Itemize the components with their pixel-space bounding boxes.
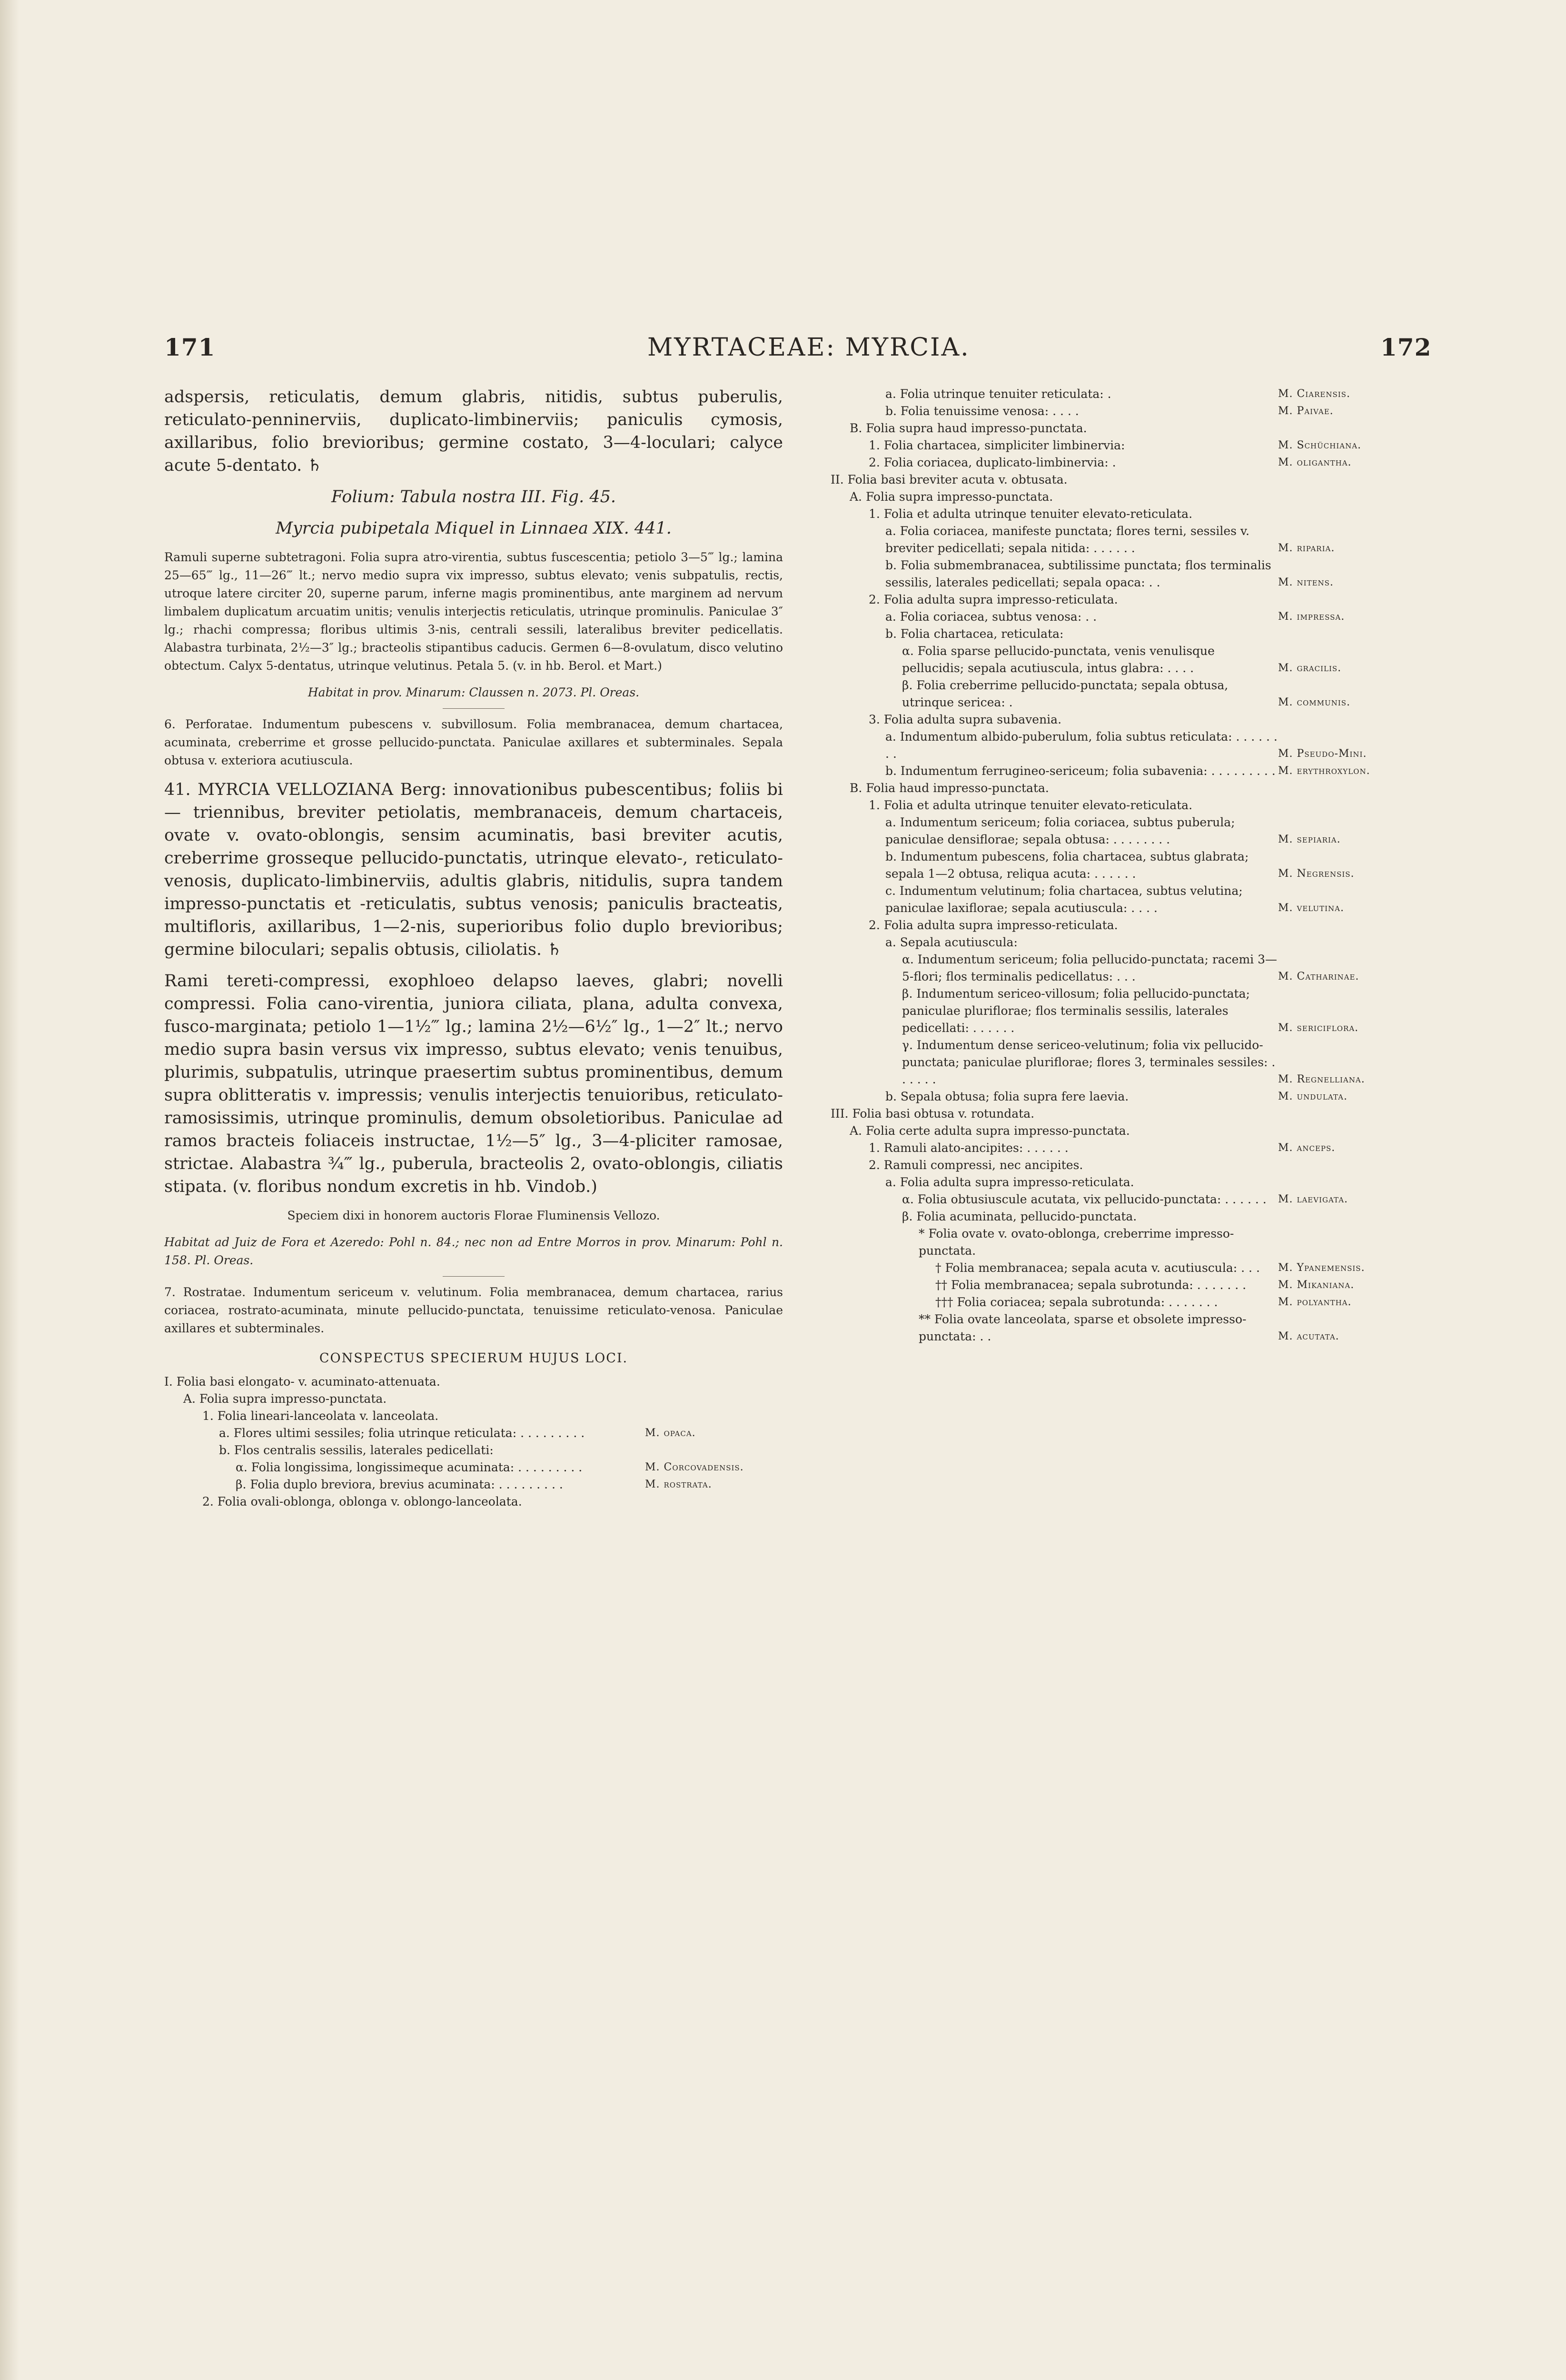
key-entry-text: A. Folia certe adulta supra impresso-punctata. bbox=[850, 1124, 1130, 1138]
key-entry bbox=[831, 557, 1426, 591]
key-entry-text: A. Folia supra impresso-punctata. bbox=[850, 490, 1053, 504]
key-entry-text: α. Indumentum sericeum; folia pellucido-punctata; racemi 3—5-flori; flos terminalis pedicellatus: . . . bbox=[902, 952, 1278, 983]
key-entry-species: M. polyantha. bbox=[1278, 1296, 1352, 1308]
synonym-reference: Myrcia pubipetala Miquel in Linnaea XIX. 441. bbox=[276, 519, 672, 538]
key-entry bbox=[831, 1174, 1426, 1191]
key-entry-text: 2. Folia adulta supra impresso-reticulata. bbox=[869, 918, 1118, 932]
key-entry-text: A. Folia supra impresso-punctata. bbox=[183, 1392, 387, 1406]
key-entry-text: b. Sepala obtusa; folia supra fere laevia. bbox=[885, 1090, 1129, 1103]
key-entry bbox=[831, 917, 1426, 934]
key-entry-species: M. Paivae. bbox=[1278, 405, 1334, 417]
key-entry-species: M. gracilis. bbox=[1278, 662, 1342, 674]
key-entry bbox=[831, 848, 1426, 883]
key-entry-species: M. Ypanemensis. bbox=[1278, 1262, 1365, 1274]
habitat-note-2: Habitat ad Juiz de Fora et Azeredo: Pohl n. 84.; nec non ad Entre Morros in prov. Minarum: Pohl n. 158. Pl. Oreas. bbox=[164, 1235, 783, 1267]
habitat-note: Habitat in prov. Minarum: Claussen n. 2073. Pl. Oreas. bbox=[307, 685, 640, 699]
key-entry bbox=[164, 1493, 783, 1510]
key-entry-text: β. Folia creberrime pellucido-punctata; sepala obtusa, utrinque sericea: . bbox=[902, 678, 1229, 709]
key-entry-species: M. erythroxylon. bbox=[1278, 765, 1370, 777]
key-entry bbox=[831, 608, 1426, 625]
key-entry-text: α. Folia longissima, longissimeque acuminata: . . . . . . . . . bbox=[236, 1460, 583, 1474]
key-entry-species: M. impressa. bbox=[1278, 611, 1345, 623]
key-entry bbox=[831, 1259, 1426, 1277]
folium-reference: Folium: Tabula nostra III. Fig. 45. bbox=[331, 487, 616, 506]
running-title: MYRTACEAE: MYRCIA. bbox=[647, 333, 970, 362]
key-entry bbox=[831, 951, 1426, 985]
key-entry bbox=[831, 985, 1426, 1037]
key-entry-text: B. Folia haud impresso-punctata. bbox=[850, 781, 1049, 795]
key-entry bbox=[831, 883, 1426, 917]
key-entry-text: ** Folia ovate lanceolata, sparse et obsolete impresso-punctata: . . bbox=[919, 1312, 1247, 1343]
key-entry-text: * Folia ovate v. ovato-oblonga, creberrime impresso-punctata. bbox=[919, 1227, 1234, 1258]
key-entry-species: M. velutina. bbox=[1278, 902, 1344, 914]
key-entry bbox=[831, 1037, 1426, 1088]
intro-paragraph: adspersis, reticulatis, demum glabris, nitidis, subtus puberulis, reticulato-penninerviis, duplicato-limbinerviis; paniculis cymosis, axillaribus, folio brevioribus; germine costato, 3—4-loculari; calyce acute 5-dentato. ♄ bbox=[164, 387, 783, 475]
key-entry-species: M. laevigata. bbox=[1278, 1193, 1348, 1205]
key-entry-species: M. Negrensis. bbox=[1278, 868, 1355, 880]
section-divider bbox=[443, 708, 505, 709]
section-divider bbox=[443, 1276, 505, 1277]
key-entry-species: M. Catharinae. bbox=[1278, 971, 1359, 982]
key-entry-text: 2. Folia adulta supra impresso-reticulata. bbox=[869, 593, 1118, 606]
key-entry-text: b. Folia tenuissime venosa: . . . . bbox=[885, 404, 1079, 418]
key-entry bbox=[164, 1373, 783, 1390]
key-entry bbox=[831, 711, 1426, 728]
key-entry bbox=[831, 420, 1426, 437]
key-entry bbox=[831, 386, 1426, 403]
key-entry bbox=[831, 523, 1426, 557]
section-7-description: 7. Rostratae. Indumentum sericeum v. velutinum. Folia membranacea, demum chartacea, rarius coriacea, rostrato-acuminata, minute pellucido-punctata, tenuissime reticulato-venosa. Paniculae axillares et subterminales. bbox=[164, 1285, 783, 1335]
key-entry-text: 2. Folia coriacea, duplicato-limbinervia: . bbox=[869, 456, 1116, 469]
key-entry bbox=[164, 1425, 783, 1442]
key-entry bbox=[831, 677, 1426, 711]
key-entry bbox=[831, 728, 1426, 763]
key-entry-species: M. nitens. bbox=[1278, 576, 1334, 588]
key-entry bbox=[831, 1311, 1426, 1345]
key-entry-species: M. Schüchiana. bbox=[1278, 439, 1362, 451]
key-entry bbox=[831, 763, 1426, 780]
left-column bbox=[164, 386, 783, 1510]
key-entry-text: α. Folia sparse pellucido-punctata, venis venulisque pellucidis; sepala acutiuscula, intus glabra: . . . . bbox=[902, 644, 1215, 675]
key-entry-text: 1. Ramuli alato-ancipites: . . . . . . bbox=[869, 1141, 1069, 1155]
key-entry-species: M. undulata. bbox=[1278, 1091, 1348, 1102]
key-entry-species: M. oligantha. bbox=[1278, 456, 1352, 468]
key-entry-text: a. Folia utrinque tenuiter reticulata: . bbox=[885, 387, 1111, 401]
key-entry-text: a. Indumentum sericeum; folia coriacea, subtus puberula; paniculae densiflorae; sepala obtusa: . . . . . . . . bbox=[885, 815, 1235, 846]
key-entry bbox=[164, 1459, 783, 1476]
key-entry-text: a. Indumentum albido-puberulum, folia subtus reticulata: . . . . . . . . bbox=[885, 730, 1278, 761]
key-entry bbox=[831, 1122, 1426, 1140]
key-entry-text: b. Indumentum pubescens, folia chartacea, subtus glabrata; sepala 1—2 obtusa, reliqua acuta: . . . . . . bbox=[885, 850, 1249, 881]
key-entry bbox=[164, 1442, 783, 1459]
key-entry-text: 2. Ramuli compressi, nec ancipites. bbox=[869, 1158, 1083, 1172]
key-entry-species: M. Regnelliana. bbox=[1278, 1073, 1365, 1085]
conspectus-title: CONSPECTUS SPECIERUM HUJUS LOCI. bbox=[319, 1351, 628, 1366]
key-entry bbox=[164, 1476, 783, 1493]
key-entry-text: β. Indumentum sericeo-villosum; folia pellucido-punctata; paniculae pluriflorae; flos terminalis sessilis, laterales pedicellati: . . . . . . bbox=[902, 987, 1250, 1035]
key-entry bbox=[831, 471, 1426, 488]
key-entry bbox=[831, 625, 1426, 643]
key-entry-species: M. Mikaniana. bbox=[1278, 1279, 1355, 1291]
key-entry bbox=[831, 643, 1426, 677]
key-entry bbox=[831, 1157, 1426, 1174]
key-entry bbox=[831, 934, 1426, 951]
key-entry-text: III. Folia basi obtusa v. rotundata. bbox=[831, 1107, 1035, 1121]
species-key-left bbox=[164, 1373, 783, 1510]
key-entry-text: α. Folia obtusiuscule acutata, vix pellucido-punctata: . . . . . . bbox=[902, 1192, 1267, 1206]
key-entry-text: β. Folia duplo breviora, brevius acuminata: . . . . . . . . . bbox=[236, 1478, 563, 1491]
key-entry bbox=[831, 1088, 1426, 1105]
key-entry-text: 2. Folia ovali-oblonga, oblonga v. oblongo-lanceolata. bbox=[202, 1495, 522, 1508]
key-entry-text: 3. Folia adulta supra subavenia. bbox=[869, 713, 1062, 726]
key-entry bbox=[831, 454, 1426, 471]
key-entry bbox=[831, 1140, 1426, 1157]
key-entry-species: M. communis. bbox=[1278, 696, 1350, 708]
right-column bbox=[831, 386, 1426, 1345]
species-41-diagnosis: 41. MYRCIA VELLOZIANA Berg: innovationibus pubescentibus; foliis bi — triennibus, breviter petiolatis, membranaceis, demum chartaceis, ovate v. ovato-oblongis, sensim acuminatis, basi breviter acutis, creberrime grosseque pellucido-punctatis, utrinque elevato-, reticulato-venosis, duplicato-limbinerviis, adultis glabris, nitidulis, supra tandem impresso-punctatis et -reticulatis, subtus venosis; paniculis bracteatis, multifloris, axillaribus, 1—2-nis, superioribus folio duplo brevioribus; germine biloculari; sepalis obtusis, ciliolatis. ♄ bbox=[164, 780, 783, 959]
key-entry-text: a. Folia adulta supra impresso-reticulata. bbox=[885, 1175, 1134, 1189]
key-entry-text: B. Folia supra haud impresso-punctata. bbox=[850, 421, 1087, 435]
key-entry-text: † Folia membranacea; sepala acuta v. acutiuscula: . . . bbox=[935, 1261, 1260, 1275]
key-entry-species: M. Corcovadensis. bbox=[645, 1461, 744, 1473]
key-entry bbox=[831, 797, 1426, 814]
page-number-left: 171 bbox=[164, 333, 216, 361]
key-entry bbox=[831, 1294, 1426, 1311]
key-entry-species: M. anceps. bbox=[1278, 1142, 1336, 1154]
key-entry bbox=[831, 591, 1426, 608]
key-entry-text: b. Folia chartacea, reticulata: bbox=[885, 627, 1064, 641]
section-6-description: 6. Perforatae. Indumentum pubescens v. subvillosum. Folia membranacea, demum chartacea, acuminata, creberrime et grosse pellucido-punctata. Paniculae axillares et subterminales. Sepala obtusa v. exteriora acutiuscula. bbox=[164, 717, 783, 767]
key-entry-text: c. Indumentum velutinum; folia chartacea, subtus velutina; paniculae laxiflorae; sepala acutiuscula: . . . . bbox=[885, 884, 1243, 915]
key-entry-text: II. Folia basi breviter acuta v. obtusata. bbox=[831, 473, 1068, 486]
key-entry-text: ††† Folia coriacea; sepala subrotunda: . . . . . . . bbox=[935, 1295, 1218, 1309]
page-header bbox=[0, 333, 1566, 376]
key-entry-text: a. Folia coriacea, manifeste punctata; flores terni, sessiles v. breviter pedicellati; sepala nitida: . . . . . . bbox=[885, 524, 1250, 555]
key-entry bbox=[831, 437, 1426, 454]
dedication-note: Speciem dixi in honorem auctoris Florae Fluminensis Vellozo. bbox=[287, 1209, 660, 1222]
species-key-right bbox=[831, 386, 1426, 1345]
key-entry bbox=[831, 403, 1426, 420]
key-entry bbox=[831, 1208, 1426, 1225]
key-entry-species: M. riparia. bbox=[1278, 542, 1335, 554]
key-entry bbox=[831, 1105, 1426, 1122]
key-entry-text: †† Folia membranacea; sepala subrotunda: . . . . . . . bbox=[935, 1278, 1247, 1292]
species-description: Ramuli superne subtetragoni. Folia supra atro-virentia, subtus fuscescentia; petiolo 3—5‴ lg.; lamina 25—65‴ lg., 11—26‴ lt.; nervo medio supra vix impresso, subtus elevato; venis subpatulis, rectis, utroque latere circiter 20, superne parum, inferne magis prominentibus, ante marginem ad nervum limbalem duplicatum arcuatim unitis; venulis interjectis reticulatis, utrinque prominulis. Paniculae 3″ lg.; rhachi compressa; floribus ultimis 3-nis, centrali sessili, lateralibus breviter pedicellatis. Alabastra turbinata, 2½—3″ lg.; bracteolis stipantibus caducis. Germen 6—8-ovulatum, disco velutino obtectum. Calyx 5-dentatus, utrinque velutinus. Petala 5. (v. in hb. Berol. et Mart.) bbox=[164, 550, 783, 673]
key-entry bbox=[831, 506, 1426, 523]
key-entry bbox=[831, 488, 1426, 506]
key-entry bbox=[164, 1408, 783, 1425]
key-entry-species: M. opaca. bbox=[645, 1427, 696, 1439]
rami-description: Rami tereti-compressi, exophloeo delapso laeves, glabri; novelli compressi. Folia cano-virentia, juniora ciliata, plana, adulta convexa, fusco-marginata; petiolo 1—1½‴ lg.; lamina 2½—6½″ lg., 1—2″ lt.; nervo medio supra basin versus vix impresso, subtus elevato; venis tenuibus, plurimis, subpatulis, utrinque praesertim subtus prominentibus, demum supra oblitteratis v. impressis; venulis interjectis tenuioribus, reticulato-ramosissimis, utrinque prominulis, demum obsoletioribus. Paniculae ad ramos bracteis foliaceis instructae, 1½—5″ lg., 3—4-pliciter ramosae, strictae. Alabastra ¾‴ lg., puberula, bracteolis 2, ovato-oblongis, ciliatis stipata. (v. floribus nondum excretis in hb. Vindob.) bbox=[164, 972, 783, 1196]
key-entry-text: β. Folia acuminata, pellucido-punctata. bbox=[902, 1210, 1137, 1223]
key-entry-species: M. Pseudo-Mini. bbox=[1278, 748, 1367, 760]
key-entry-text: a. Folia coriacea, subtus venosa: . . bbox=[885, 610, 1097, 624]
key-entry bbox=[831, 1225, 1426, 1259]
key-entry-text: I. Folia basi elongato- v. acuminato-attenuata. bbox=[164, 1375, 440, 1388]
key-entry-text: γ. Indumentum dense sericeo-velutinum; folia vix pellucido-punctata; paniculae pluriflorae; flores 3, terminales sessiles: . . . . . . bbox=[902, 1038, 1276, 1086]
key-entry-text: b. Indumentum ferrugineo-sericeum; folia subavenia: . . . . . . . . . bbox=[885, 764, 1276, 778]
key-entry bbox=[831, 780, 1426, 797]
key-entry-text: b. Folia submembranacea, subtilissime punctata; flos terminalis sessilis, laterales pedicellati; sepala opaca: . . bbox=[885, 558, 1271, 589]
key-entry-text: a. Flores ultimi sessiles; folia utrinque reticulata: . . . . . . . . . bbox=[219, 1426, 585, 1440]
key-entry-text: 1. Folia chartacea, simpliciter limbinervia: bbox=[869, 438, 1125, 452]
key-entry bbox=[164, 1390, 783, 1408]
key-entry-text: 1. Folia lineari-lanceolata v. lanceolata. bbox=[202, 1409, 439, 1423]
key-entry-text: 1. Folia et adulta utrinque tenuiter elevato-reticulata. bbox=[869, 507, 1193, 521]
key-entry-species: M. sericiflora. bbox=[1278, 1022, 1359, 1034]
key-entry-species: M. acutata. bbox=[1278, 1330, 1339, 1342]
key-entry bbox=[831, 1191, 1426, 1208]
key-entry-text: b. Flos centralis sessilis, laterales pedicellati: bbox=[219, 1443, 494, 1457]
page-number-right: 172 bbox=[1380, 333, 1432, 361]
key-entry-species: M. sepiaria. bbox=[1278, 833, 1341, 845]
key-entry-text: 1. Folia et adulta utrinque tenuiter elevato-reticulata. bbox=[869, 798, 1193, 812]
key-entry bbox=[831, 1277, 1426, 1294]
key-entry bbox=[831, 814, 1426, 848]
key-entry-text: a. Sepala acutiuscula: bbox=[885, 935, 1018, 949]
key-entry-species: M. Ciarensis. bbox=[1278, 388, 1350, 400]
key-entry-species: M. rostrata. bbox=[645, 1478, 712, 1490]
